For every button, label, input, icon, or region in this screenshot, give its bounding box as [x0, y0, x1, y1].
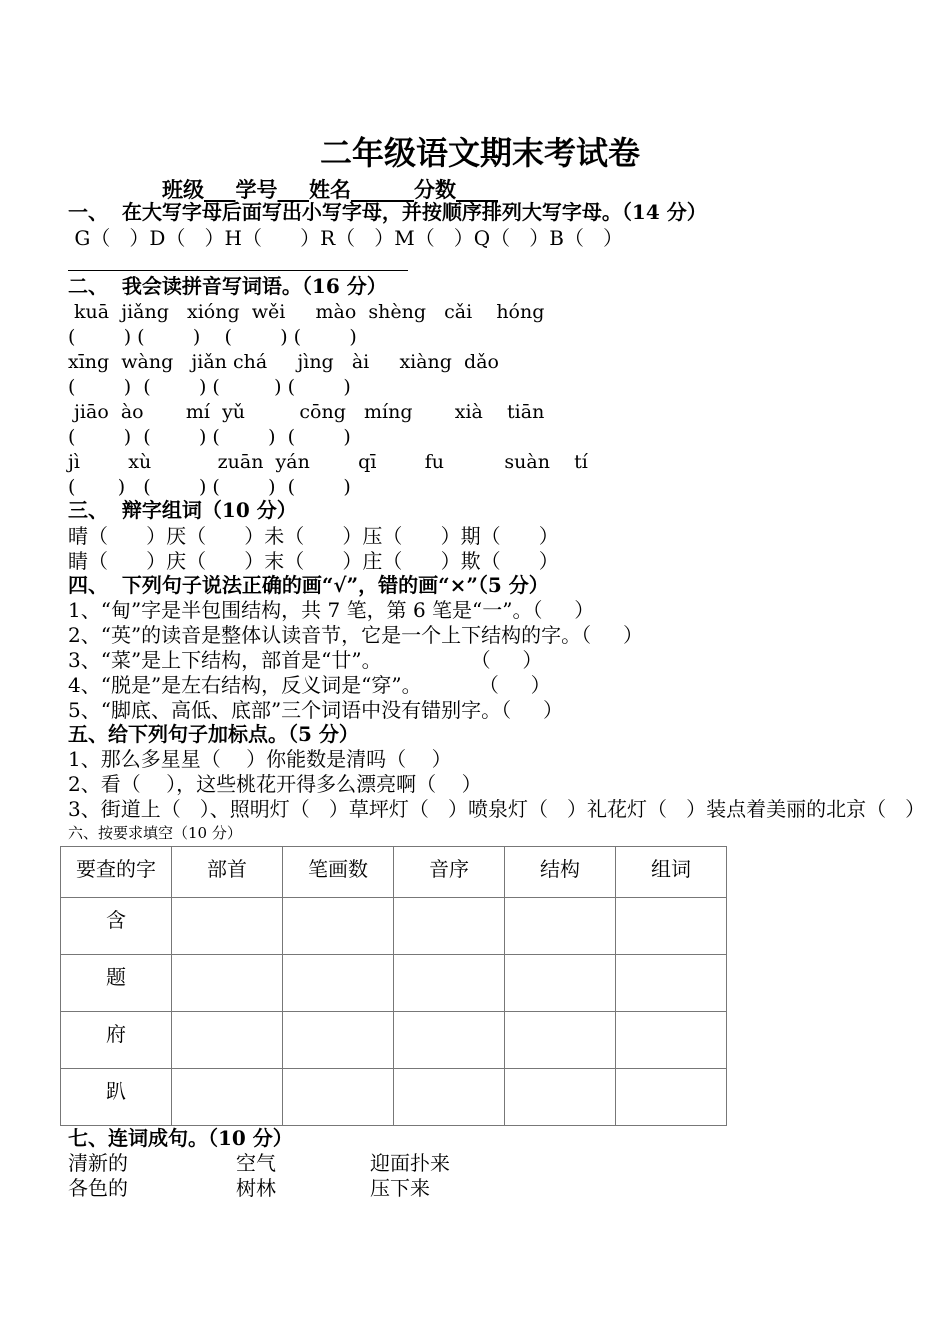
section5-heading: 五、给下列句子加标点。（5 分）	[68, 722, 359, 746]
answer-cell[interactable]	[394, 955, 505, 1012]
answer-cell[interactable]	[616, 955, 727, 1012]
section4-heading: 四、 下列句子说法正确的画“√”，错的画“×”（5 分）	[68, 573, 549, 597]
answer-row: ( ) ( ) ( ) ( )	[68, 476, 351, 498]
lookup-table	[60, 846, 727, 1126]
punctuation-item: 1、那么多星星（ ）你能数是清吗（ ）	[68, 747, 452, 771]
section6-heading: 六、按要求填空（10 分）	[68, 824, 242, 842]
page-title: 二年级语文期末考试卷	[320, 134, 641, 172]
answer-cell[interactable]	[394, 898, 505, 955]
table-header: 音序	[394, 847, 505, 898]
table-header: 结构	[505, 847, 616, 898]
table-header: 要查的字	[61, 847, 172, 898]
answer-row: ( ) ( ) ( ) ( )	[68, 426, 351, 448]
character-cell: 题	[61, 955, 172, 1012]
word-cell: 迎面扑来	[370, 1151, 450, 1175]
answer-cell[interactable]	[505, 955, 616, 1012]
word-group-row: 睛（ ）庆（ ）末（ ）庄（ ）欺（ ）	[68, 549, 559, 573]
table-header: 部首	[172, 847, 283, 898]
section7-heading: 七、连词成句。（10 分）	[68, 1126, 293, 1150]
answer-cell[interactable]	[283, 898, 394, 955]
judgement-item: 1、“甸”字是半包围结构，共 7 笔，第 6 笔是“一”。（ ）	[68, 598, 595, 622]
word-cell: 空气	[236, 1151, 276, 1175]
answer-cell[interactable]	[283, 955, 394, 1012]
student-info-line: 班级___学号___姓名______分数____	[162, 177, 498, 202]
answer-cell[interactable]	[172, 898, 283, 955]
section1-heading: 一、 在大写字母后面写出小写字母，并按顺序排列大写字母。（14 分）	[68, 200, 707, 224]
section1-letter-line: G（ ）D（ ）H（ ）R（ ）M（ ）Q（ ）B（ ）	[68, 226, 624, 250]
answer-row: ( ) ( ) ( ) ( )	[68, 326, 357, 348]
answer-cell[interactable]	[394, 1012, 505, 1069]
table-row	[61, 1012, 727, 1069]
word-cell: 各色的	[68, 1176, 128, 1200]
word-cell: 树林	[236, 1176, 276, 1200]
word-cell: 清新的	[68, 1151, 128, 1175]
pinyin-row: xīng wàng jiǎn chá jìng ài xiàng dǎo	[68, 351, 499, 373]
punctuation-item: 2、看（ ），这些桃花开得多么漂亮啊（ ）	[68, 772, 482, 796]
judgement-item: 5、“脚底、高低、底部”三个词语中没有错别字。（ ）	[68, 698, 563, 722]
pinyin-row: jiāo ào mí yǔ cōng míng xià tiān	[68, 401, 545, 423]
answer-cell[interactable]	[616, 1012, 727, 1069]
answer-row: ( ) ( ) ( ) ( )	[68, 376, 351, 398]
answer-cell[interactable]	[616, 1069, 727, 1126]
judgement-item: 3、“菜”是上下结构，部首是“廿”。 （ ）	[68, 648, 543, 672]
character-cell: 含	[61, 898, 172, 955]
table-row	[61, 898, 727, 955]
answer-cell[interactable]	[283, 1012, 394, 1069]
character-cell: 趴	[61, 1069, 172, 1126]
answer-cell[interactable]	[505, 1069, 616, 1126]
divider-line	[68, 270, 408, 271]
answer-cell[interactable]	[283, 1069, 394, 1126]
section3-heading: 三、 辩字组词（10 分）	[68, 498, 297, 522]
answer-cell[interactable]	[616, 898, 727, 955]
punctuation-item: 3、街道上（ ）、照明灯（ ）草坪灯（ ）喷泉灯（ ）礼花灯（ ）装点着美丽的北京（ ）	[68, 797, 926, 821]
answer-cell[interactable]	[172, 1012, 283, 1069]
word-cell: 压下来	[370, 1176, 430, 1200]
table-row	[61, 1069, 727, 1126]
answer-cell[interactable]	[172, 955, 283, 1012]
table-header: 组词	[616, 847, 727, 898]
answer-cell[interactable]	[505, 898, 616, 955]
answer-cell[interactable]	[172, 1069, 283, 1126]
judgement-item: 4、“脱是”是左右结构，反义词是“穿”。 （ ）	[68, 673, 551, 697]
word-group-row: 晴（ ）厌（ ）未（ ）压（ ）期（ ）	[68, 524, 559, 548]
table-row	[61, 955, 727, 1012]
answer-cell[interactable]	[505, 1012, 616, 1069]
pinyin-row: kuā jiǎng xióng wěi mào shèng cǎi hóng	[68, 301, 545, 323]
character-cell: 府	[61, 1012, 172, 1069]
answer-cell[interactable]	[394, 1069, 505, 1126]
judgement-item: 2、“英”的读音是整体认读音节，它是一个上下结构的字。（ ）	[68, 623, 643, 647]
table-header: 笔画数	[283, 847, 394, 898]
section2-heading: 二、 我会读拼音写词语。（16 分）	[68, 274, 387, 298]
pinyin-row: jì xù zuān yán qī fu suàn tí	[68, 451, 588, 473]
